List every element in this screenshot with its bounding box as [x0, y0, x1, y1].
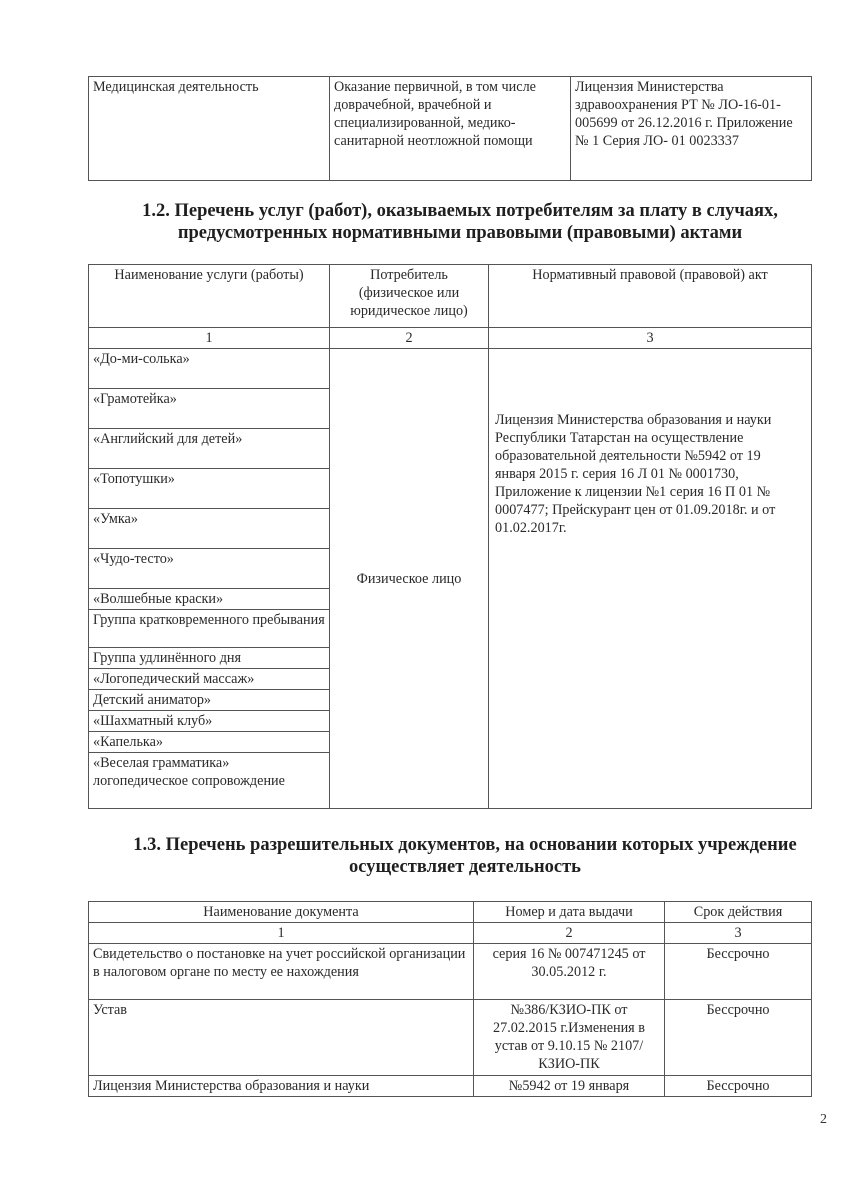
column-number-row [89, 923, 812, 944]
service-name: «Английский для детей» [89, 429, 330, 469]
document-name: Лицензия Министерства образования и науки [89, 1076, 474, 1097]
services-table [88, 264, 812, 809]
section-title-1-3: 1.3. Перечень разрешительных документов, на основании которых учреждение осуществляет деятельность [133, 835, 797, 877]
header-row [89, 902, 812, 923]
header-number-date: Номер и дата выдачи [474, 902, 665, 923]
column-number: 1 [89, 328, 330, 349]
document-name: Устав [89, 1000, 474, 1076]
section-title-1-2: 1.2. Перечень услуг (работ), оказываемых потребителям за плату в случаях, предусмотренных нормативными правовыми (правовыми) актами [142, 201, 778, 243]
permits-table [88, 901, 812, 1097]
service-name: «Волшебные краски» [89, 589, 330, 610]
service-name: «Умка» [89, 509, 330, 549]
service-name: «Шахматный клуб» [89, 711, 330, 732]
column-number-row [89, 328, 812, 349]
activity-table [88, 76, 812, 181]
service-name: «Чудо-тесто» [89, 549, 330, 589]
service-name: Группа кратковременного пребывания [89, 610, 330, 648]
header-row [89, 265, 812, 328]
document-number: №5942 от 19 января [474, 1076, 665, 1097]
column-number: 2 [474, 923, 665, 944]
document-term: Бессрочно [665, 944, 812, 1000]
consumer-cell: Физическое лицо [330, 349, 489, 809]
service-name: Группа удлинённого дня [89, 648, 330, 669]
document-number: серия 16 № 007471245 от 30.05.2012 г. [474, 944, 665, 1000]
table-row [89, 1000, 812, 1076]
activity-cell: Медицинская деятельность [89, 77, 330, 181]
page-number: 2 [820, 1112, 827, 1127]
header-consumer: Потребитель (физическое или юридическое лицо) [330, 265, 489, 328]
service-name: «Капелька» [89, 732, 330, 753]
service-name: «Логопедический массаж» [89, 669, 330, 690]
header-service: Наименование услуги (работы) [89, 265, 330, 328]
service-name: Детский аниматор» [89, 690, 330, 711]
table-row [89, 1076, 812, 1097]
document-number: №386/КЗИО-ПК от 27.02.2015 г.Изменения в устав от 9.10.15 № 2107/КЗИО-ПК [474, 1000, 665, 1076]
document-term: Бессрочно [665, 1076, 812, 1097]
header-document-name: Наименование документа [89, 902, 474, 923]
header-validity: Срок действия [665, 902, 812, 923]
document-term: Бессрочно [665, 1000, 812, 1076]
table-row [89, 944, 812, 1000]
document-name: Свидетельство о постановке на учет российской организации в налоговом органе по месту ее нахождения [89, 944, 474, 1000]
header-legal-act: Нормативный правовой (правовой) акт [489, 265, 812, 328]
table-row [89, 77, 812, 181]
service-name: «Топотушки» [89, 469, 330, 509]
service-name: «Грамотейка» [89, 389, 330, 429]
license-cell: Лицензия Министерства здравоохранения РТ № ЛО-16-01-005699 от 26.12.2016 г. Приложение № 1 Серия ЛО- 01 0023337 [571, 77, 812, 181]
service-name: «Веселая грамматика» логопедическое сопровождение [89, 753, 330, 809]
service-name: «До-ми-солька» [89, 349, 330, 389]
column-number: 3 [489, 328, 812, 349]
legal-act-cell: Лицензия Министерства образования и науки Республики Татарстан на осуществление образовательной деятельности №5942 от 19 января 2015 г. серия 16 Л 01 № 0001730, Приложение к лицензии №1 серия 16 П 01 № 0007477; Прейскурант цен от 01.09.2018г. и от 01.02.2017г. [489, 349, 812, 809]
description-cell: Оказание первичной, в том числе доврачебной, врачебной и специализированной, медико-санитарной неотложной помощи [330, 77, 571, 181]
column-number: 1 [89, 923, 474, 944]
column-number: 2 [330, 328, 489, 349]
table-row [89, 349, 812, 389]
column-number: 3 [665, 923, 812, 944]
